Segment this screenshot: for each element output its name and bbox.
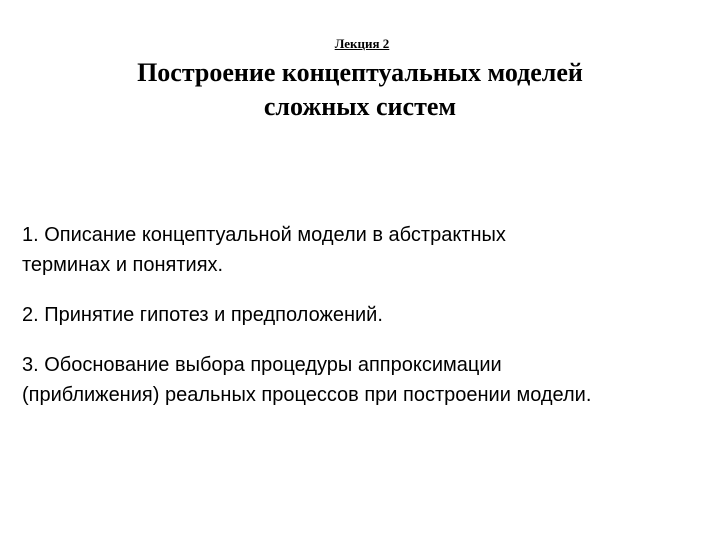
list-item-line: 3. Обоснование выбора процедуры аппроксимации [22,354,502,376]
slide-title [0,56,720,124]
title-line: Построение концептуальных моделей [137,58,583,87]
list-item [22,300,716,330]
lecture-label: Лекция 2 [334,36,390,51]
list-item-line: терминах и понятиях. [22,254,224,276]
list-item-line: 2. Принятие гипотез и предположений. [22,304,383,326]
title-line: сложных систем [263,92,457,121]
list-item [22,350,716,410]
list-item-line: (приближения) реальных процессов при построении модели. [22,384,592,406]
list-item-line: 1. Описание концептуальной модели в абстрактных [22,224,506,246]
list-item [22,220,716,280]
item-list [22,220,716,430]
